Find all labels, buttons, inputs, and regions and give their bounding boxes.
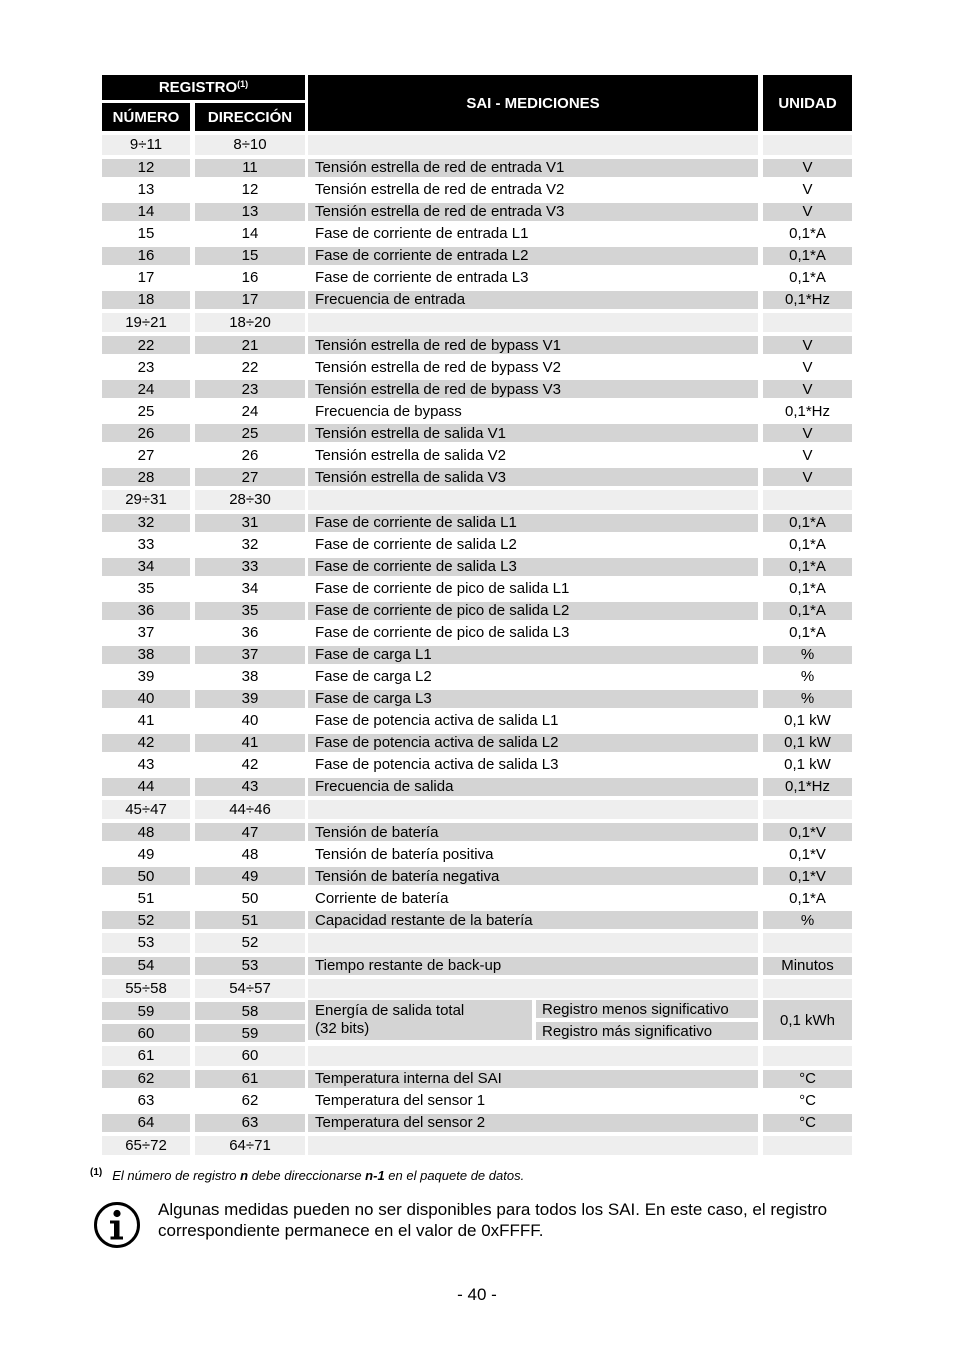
measurement-cell xyxy=(308,800,758,820)
register-address-cell: 23 xyxy=(195,380,305,398)
measurement-cell: Tensión estrella de red de bypass V2 xyxy=(308,358,758,376)
unit-cell xyxy=(763,490,852,510)
register-number-cell: 53 xyxy=(102,933,190,953)
register-number-cell: 42 xyxy=(102,734,190,752)
register-number-cell: 23 xyxy=(102,358,190,376)
table-row xyxy=(0,444,954,466)
measurement-cell: Fase de carga L2 xyxy=(308,668,758,686)
register-address-cell: 34 xyxy=(195,580,305,598)
register-number-cell: 19÷21 xyxy=(102,313,190,333)
table-row xyxy=(0,356,954,378)
unit-cell: % xyxy=(763,668,852,686)
measurement-cell: Fase de corriente de pico de salida L3 xyxy=(308,624,758,642)
measurement-cell: Tensión estrella de salida V3 xyxy=(308,468,758,486)
unit-cell: V xyxy=(763,358,852,376)
register-number-cell: 54 xyxy=(102,957,190,975)
unit-cell: V xyxy=(763,336,852,354)
header-unidad-label: UNIDAD xyxy=(778,94,837,112)
register-address-cell: 33 xyxy=(195,558,305,576)
measurement-cell: Fase de carga L1 xyxy=(308,646,758,664)
unit-cell xyxy=(763,1046,852,1066)
table-row xyxy=(0,887,954,909)
register-number-cell: 18 xyxy=(102,291,190,309)
measurement-cell: Tiempo restante de back-up xyxy=(308,957,758,975)
unit-cell: V xyxy=(763,159,852,177)
header-registro-label: REGISTRO xyxy=(158,79,238,96)
table-row xyxy=(0,955,954,977)
measurement-cell: Tensión estrella de salida V2 xyxy=(308,446,758,464)
unit-cell: V xyxy=(763,446,852,464)
table-row xyxy=(0,688,954,710)
unit-cell xyxy=(763,933,852,953)
table-row xyxy=(0,245,954,267)
page-number: - 40 - xyxy=(457,1285,497,1304)
measurement-cell: Corriente de batería xyxy=(308,889,758,907)
register-number-cell: 9÷11 xyxy=(102,135,190,155)
measurement-cell: Capacidad restante de la batería xyxy=(308,911,758,929)
measurement-cell: Fase de carga L3 xyxy=(308,690,758,708)
register-address-cell: 41 xyxy=(195,734,305,752)
measurement-cell: Tensión estrella de salida V1 xyxy=(308,424,758,442)
table-row xyxy=(0,466,954,488)
register-number-cell: 51 xyxy=(102,889,190,907)
register-address-cell: 64÷71 xyxy=(195,1136,305,1156)
register-address-cell: 63 xyxy=(195,1114,305,1132)
unit-cell: % xyxy=(763,646,852,664)
unit-cell: 0,1*A xyxy=(763,558,852,576)
register-address-cell: 11 xyxy=(195,159,305,177)
register-address-cell: 48 xyxy=(195,845,305,863)
table-row xyxy=(0,422,954,444)
header-registro-footnote-mark: (1) xyxy=(237,78,249,89)
register-number-cell: 35 xyxy=(102,580,190,598)
measurement-cell: Tensión de batería negativa xyxy=(308,867,758,885)
table-row xyxy=(0,512,954,534)
register-number-cell: 40 xyxy=(102,690,190,708)
table-row xyxy=(0,1044,954,1068)
measurement-cell: Fase de corriente de salida L3 xyxy=(308,558,758,576)
unit-cell: V xyxy=(763,468,852,486)
register-address-cell: 14 xyxy=(195,225,305,243)
unit-cell: V xyxy=(763,181,852,199)
register-address-cell: 47 xyxy=(195,823,305,841)
unit-cell: 0,1*A xyxy=(763,889,852,907)
table-row xyxy=(0,334,954,356)
measurement-cell: Fase de corriente de entrada L2 xyxy=(308,247,758,265)
register-number-cell: 60 xyxy=(102,1024,190,1042)
register-number-cell: 64 xyxy=(102,1114,190,1132)
register-number-cell: 63 xyxy=(102,1092,190,1110)
unit-cell: 0,1*A xyxy=(763,624,852,642)
register-address-cell: 13 xyxy=(195,203,305,221)
register-address-cell: 42 xyxy=(195,756,305,774)
register-address-cell: 16 xyxy=(195,269,305,287)
register-address-cell: 22 xyxy=(195,358,305,376)
unit-cell: 0,1*Hz xyxy=(763,402,852,420)
table-row xyxy=(0,1090,954,1112)
register-number-cell: 59 xyxy=(102,1002,190,1020)
measurement-cell: Frecuencia de entrada xyxy=(308,291,758,309)
header-mediciones-label: SAI - MEDICIONES xyxy=(466,94,600,112)
register-address-cell: 32 xyxy=(195,536,305,554)
info-icon xyxy=(93,1201,141,1249)
register-number-cell: 55÷58 xyxy=(102,979,190,999)
register-address-cell: 15 xyxy=(195,247,305,265)
energy-unit xyxy=(763,1000,852,1040)
measurement-cell: Fase de corriente de salida L1 xyxy=(308,514,758,532)
table-row xyxy=(0,378,954,400)
table-row xyxy=(0,133,954,157)
measurement-cell: Tensión estrella de red de bypass V1 xyxy=(308,336,758,354)
footnote-bold-n: n xyxy=(240,1168,249,1183)
measurement-cell xyxy=(308,135,758,155)
measurement-cell xyxy=(308,313,758,333)
unit-cell xyxy=(763,800,852,820)
measurement-cell: Temperatura del sensor 2 xyxy=(308,1114,758,1132)
register-address-cell: 37 xyxy=(195,646,305,664)
table-row xyxy=(0,666,954,688)
register-address-cell: 18÷20 xyxy=(195,313,305,333)
register-address-cell: 44÷46 xyxy=(195,800,305,820)
register-address-cell: 27 xyxy=(195,468,305,486)
table-row xyxy=(0,400,954,422)
register-address-cell: 51 xyxy=(195,911,305,929)
register-address-cell: 26 xyxy=(195,446,305,464)
unit-cell: 0,1*A xyxy=(763,514,852,532)
measurement-cell: Tensión de batería xyxy=(308,823,758,841)
unit-cell: V xyxy=(763,203,852,221)
energy-sub-high-label: Registro más significativo xyxy=(542,1022,713,1040)
table-row xyxy=(0,201,954,223)
measurement-cell: Frecuencia de bypass xyxy=(308,402,758,420)
register-number-cell: 22 xyxy=(102,336,190,354)
register-address-cell: 12 xyxy=(195,181,305,199)
register-address-cell: 31 xyxy=(195,514,305,532)
register-number-cell: 39 xyxy=(102,668,190,686)
measurement-cell: Fase de potencia activa de salida L3 xyxy=(308,756,758,774)
register-number-cell: 26 xyxy=(102,424,190,442)
register-number-cell: 61 xyxy=(102,1046,190,1066)
register-address-cell: 53 xyxy=(195,957,305,975)
register-number-cell: 36 xyxy=(102,602,190,620)
register-address-cell: 54÷57 xyxy=(195,979,305,999)
register-number-cell: 17 xyxy=(102,269,190,287)
register-address-cell: 61 xyxy=(195,1070,305,1088)
table-row xyxy=(0,776,954,798)
register-address-cell: 49 xyxy=(195,867,305,885)
info-note-text: Algunas medidas pueden no ser disponibles para todos los SAI. En este caso, el registro correspondiente permanece en el valor de 0xFFFF. xyxy=(158,1200,828,1240)
footnote-mark: (1) xyxy=(90,1167,103,1178)
unit-cell: 0,1 kW xyxy=(763,734,852,752)
register-number-cell: 28 xyxy=(102,468,190,486)
footnote xyxy=(90,1168,524,1183)
energy-label xyxy=(308,1000,532,1040)
measurement-cell: Tensión estrella de red de entrada V2 xyxy=(308,181,758,199)
register-number-cell: 14 xyxy=(102,203,190,221)
table-row xyxy=(0,289,954,311)
measurement-cell: Tensión estrella de red de entrada V3 xyxy=(308,203,758,221)
unit-cell xyxy=(763,979,852,999)
measurement-cell: Fase de corriente de entrada L1 xyxy=(308,225,758,243)
measurement-cell: Fase de potencia activa de salida L2 xyxy=(308,734,758,752)
register-number-cell: 13 xyxy=(102,181,190,199)
table-row xyxy=(0,1134,954,1158)
footnote-post: en el paquete de datos. xyxy=(384,1168,525,1183)
table-row xyxy=(0,267,954,289)
unit-cell: 0,1*Hz xyxy=(763,291,852,309)
table-row xyxy=(0,865,954,887)
register-number-cell: 50 xyxy=(102,867,190,885)
register-number-cell: 62 xyxy=(102,1070,190,1088)
table-row xyxy=(0,578,954,600)
register-number-cell: 45÷47 xyxy=(102,800,190,820)
register-number-cell: 32 xyxy=(102,514,190,532)
footnote-bold-n-1: n-1 xyxy=(365,1168,385,1183)
register-address-cell: 25 xyxy=(195,424,305,442)
unit-cell: 0,1*V xyxy=(763,823,852,841)
table-row xyxy=(0,1112,954,1134)
table-row xyxy=(0,622,954,644)
table-row xyxy=(0,534,954,556)
table-row xyxy=(0,798,954,822)
register-number-cell: 16 xyxy=(102,247,190,265)
register-number-cell: 48 xyxy=(102,823,190,841)
register-address-cell: 58 xyxy=(195,1002,305,1020)
unit-cell: 0,1*V xyxy=(763,845,852,863)
register-address-cell: 39 xyxy=(195,690,305,708)
unit-cell: V xyxy=(763,380,852,398)
table-row xyxy=(0,223,954,245)
table-row xyxy=(0,843,954,865)
energy-unit-label: 0,1 kWh xyxy=(779,1011,836,1029)
measurement-cell xyxy=(308,490,758,510)
unit-cell: V xyxy=(763,424,852,442)
register-address-cell: 21 xyxy=(195,336,305,354)
register-address-cell: 35 xyxy=(195,602,305,620)
register-address-cell: 52 xyxy=(195,933,305,953)
measurement-cell: Tensión estrella de red de bypass V3 xyxy=(308,380,758,398)
register-address-cell: 40 xyxy=(195,712,305,730)
unit-cell: 0,1 kW xyxy=(763,756,852,774)
footnote-mid: debe direccionarse xyxy=(248,1168,366,1183)
energy-label-line1: Energía de salida total xyxy=(315,1002,465,1019)
measurement-cell: Fase de corriente de pico de salida L1 xyxy=(308,580,758,598)
table-row xyxy=(0,488,954,512)
register-number-cell: 38 xyxy=(102,646,190,664)
register-number-cell: 44 xyxy=(102,778,190,796)
unit-cell: 0,1*A xyxy=(763,580,852,598)
measurement-cell: Fase de corriente de pico de salida L2 xyxy=(308,602,758,620)
table-row xyxy=(0,710,954,732)
unit-cell xyxy=(763,1136,852,1156)
register-number-cell: 29÷31 xyxy=(102,490,190,510)
energy-sub-high xyxy=(536,1022,758,1040)
register-number-cell: 34 xyxy=(102,558,190,576)
measurement-cell xyxy=(308,979,758,999)
register-number-cell: 15 xyxy=(102,225,190,243)
table-row xyxy=(0,644,954,666)
register-number-cell: 12 xyxy=(102,159,190,177)
register-address-cell: 8÷10 xyxy=(195,135,305,155)
measurement-cell xyxy=(308,1046,758,1066)
table-row xyxy=(0,977,954,1001)
table-row xyxy=(0,1068,954,1090)
measurement-cell: Fase de corriente de entrada L3 xyxy=(308,269,758,287)
header-direccion-label: DIRECCIÓN xyxy=(207,108,293,126)
unit-cell: Minutos xyxy=(763,957,852,975)
unit-cell: 0,1*V xyxy=(763,867,852,885)
unit-cell: 0,1*A xyxy=(763,225,852,243)
unit-cell: °C xyxy=(763,1114,852,1132)
register-number-cell: 65÷72 xyxy=(102,1136,190,1156)
register-address-cell: 36 xyxy=(195,624,305,642)
unit-cell: 0,1*A xyxy=(763,602,852,620)
table-row xyxy=(0,311,954,335)
measurement-cell: Fase de potencia activa de salida L1 xyxy=(308,712,758,730)
table-row xyxy=(0,754,954,776)
register-address-cell: 38 xyxy=(195,668,305,686)
register-number-cell: 25 xyxy=(102,402,190,420)
measurement-cell: Tensión estrella de red de entrada V1 xyxy=(308,159,758,177)
measurement-cell xyxy=(308,1136,758,1156)
table-row xyxy=(0,931,954,955)
measurement-cell: Temperatura interna del SAI xyxy=(308,1070,758,1088)
footnote-pre: El número de registro xyxy=(112,1168,241,1183)
unit-cell: 0,1*A xyxy=(763,269,852,287)
register-address-cell: 62 xyxy=(195,1092,305,1110)
header-numero-label: NÚMERO xyxy=(112,108,180,126)
table-row xyxy=(0,157,954,179)
unit-cell: 0,1*A xyxy=(763,536,852,554)
measurement-cell: Temperatura del sensor 1 xyxy=(308,1092,758,1110)
unit-cell: °C xyxy=(763,1092,852,1110)
unit-cell: 0,1 kW xyxy=(763,712,852,730)
unit-cell: °C xyxy=(763,1070,852,1088)
table-row xyxy=(0,556,954,578)
energy-label-line2: (32 bits) xyxy=(315,1020,370,1037)
register-address-cell: 59 xyxy=(195,1024,305,1042)
unit-cell: 0,1*A xyxy=(763,247,852,265)
measurement-cell: Frecuencia de salida xyxy=(308,778,758,796)
register-address-cell: 60 xyxy=(195,1046,305,1066)
unit-cell: % xyxy=(763,690,852,708)
register-number-cell: 24 xyxy=(102,380,190,398)
unit-cell xyxy=(763,313,852,333)
table-row xyxy=(0,179,954,201)
measurement-cell: Fase de corriente de salida L2 xyxy=(308,536,758,554)
unit-cell: % xyxy=(763,911,852,929)
register-address-cell: 24 xyxy=(195,402,305,420)
energy-sub-low xyxy=(536,1000,758,1018)
register-address-cell: 17 xyxy=(195,291,305,309)
unit-cell: 0,1*Hz xyxy=(763,778,852,796)
register-number-cell: 43 xyxy=(102,756,190,774)
energy-sub-low-label: Registro menos significativo xyxy=(542,1000,729,1018)
table-row xyxy=(0,600,954,622)
unit-cell xyxy=(763,135,852,155)
table-row xyxy=(0,909,954,931)
register-address-cell: 43 xyxy=(195,778,305,796)
register-address-cell: 28÷30 xyxy=(195,490,305,510)
register-number-cell: 27 xyxy=(102,446,190,464)
register-number-cell: 52 xyxy=(102,911,190,929)
measurement-cell xyxy=(308,933,758,953)
register-address-cell: 50 xyxy=(195,889,305,907)
measurement-cell: Tensión de batería positiva xyxy=(308,845,758,863)
register-number-cell: 33 xyxy=(102,536,190,554)
table-row xyxy=(0,821,954,843)
register-number-cell: 49 xyxy=(102,845,190,863)
table-row xyxy=(0,732,954,754)
register-number-cell: 41 xyxy=(102,712,190,730)
register-number-cell: 37 xyxy=(102,624,190,642)
